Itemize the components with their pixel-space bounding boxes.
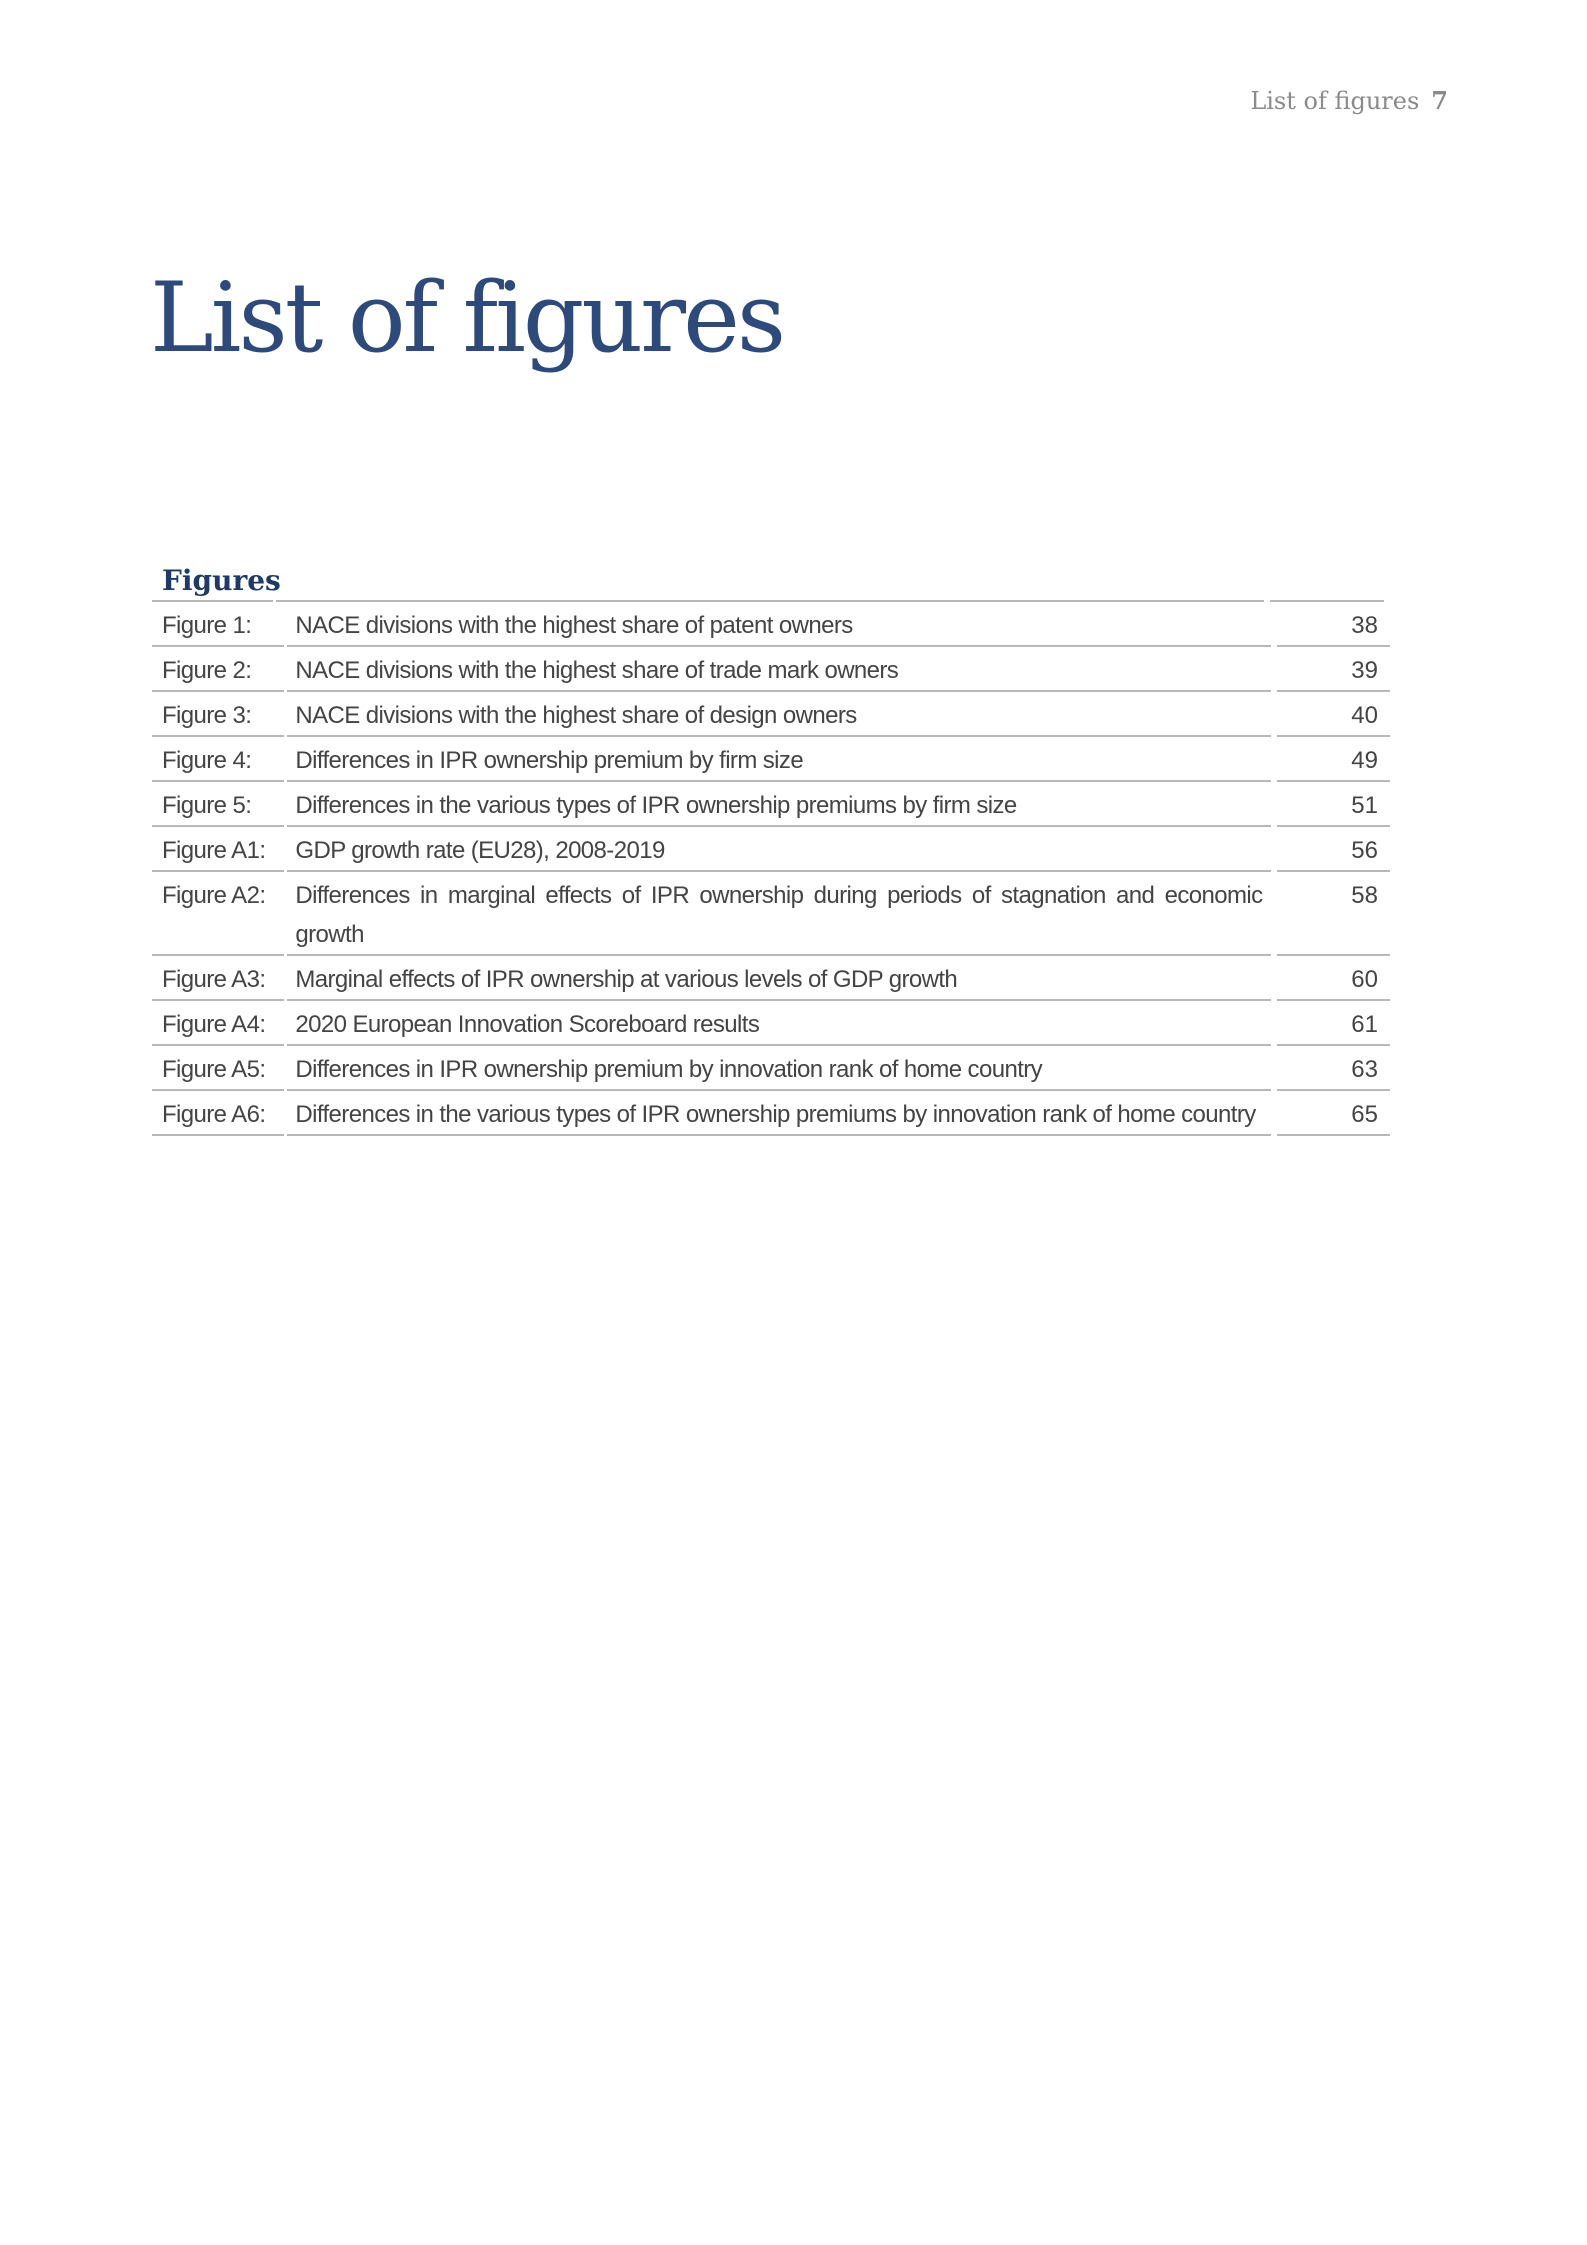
figure-page[interactable]: 49 — [1277, 737, 1390, 782]
table-row[interactable] — [152, 737, 1390, 782]
figures-heading-row — [152, 560, 1390, 602]
figure-page[interactable]: 63 — [1277, 1046, 1390, 1091]
page-number: 7 — [1431, 86, 1448, 115]
table-row[interactable] — [152, 1001, 1390, 1046]
figure-page[interactable]: 39 — [1277, 647, 1390, 692]
figure-label: Figure 5: — [152, 782, 284, 827]
figure-title[interactable]: Marginal effects of IPR ownership at various levels of GDP growth — [287, 956, 1270, 1001]
table-row[interactable] — [152, 827, 1390, 872]
table-row[interactable] — [152, 956, 1390, 1001]
figure-label: Figure A3: — [152, 956, 284, 1001]
figure-label: Figure A2: — [152, 872, 284, 956]
figures-table — [152, 560, 1390, 1136]
figure-label: Figure 2: — [152, 647, 284, 692]
figure-page[interactable]: 65 — [1277, 1091, 1390, 1136]
figure-title[interactable]: Differences in IPR ownership premium by firm size — [287, 737, 1270, 782]
figure-label: Figure 1: — [152, 602, 284, 647]
figure-title[interactable]: Differences in IPR ownership premium by innovation rank of home country — [287, 1046, 1270, 1091]
figures-heading: Figures — [152, 560, 273, 602]
figure-title[interactable]: GDP growth rate (EU28), 2008-2019 — [287, 827, 1270, 872]
figure-label: Figure A6: — [152, 1091, 284, 1136]
figure-title[interactable]: NACE divisions with the highest share of trade mark owners — [287, 647, 1270, 692]
page-title: List of figures — [150, 262, 784, 374]
table-row[interactable] — [152, 692, 1390, 737]
table-row[interactable] — [152, 872, 1390, 956]
figure-page[interactable]: 51 — [1277, 782, 1390, 827]
figure-page[interactable]: 56 — [1277, 827, 1390, 872]
figure-label: Figure 4: — [152, 737, 284, 782]
figure-label: Figure A5: — [152, 1046, 284, 1091]
running-header-section: List of figures — [1250, 87, 1420, 115]
figure-title[interactable]: NACE divisions with the highest share of patent owners — [287, 602, 1270, 647]
figure-label: Figure A1: — [152, 827, 284, 872]
figure-title[interactable]: Differences in marginal effects of IPR ownership during periods of stagnation and economic growth — [287, 872, 1270, 956]
figure-label: Figure 3: — [152, 692, 284, 737]
figure-title[interactable]: 2020 European Innovation Scoreboard results — [287, 1001, 1270, 1046]
running-header — [1250, 86, 1448, 115]
figure-page[interactable]: 61 — [1277, 1001, 1390, 1046]
figure-label: Figure A4: — [152, 1001, 284, 1046]
figure-title[interactable]: Differences in the various types of IPR ownership premiums by innovation rank of home country — [287, 1091, 1270, 1136]
figure-page[interactable]: 38 — [1277, 602, 1390, 647]
figure-page[interactable]: 40 — [1277, 692, 1390, 737]
figure-page[interactable]: 58 — [1277, 872, 1390, 956]
figure-title[interactable]: Differences in the various types of IPR ownership premiums by firm size — [287, 782, 1270, 827]
table-row[interactable] — [152, 602, 1390, 647]
table-row[interactable] — [152, 1046, 1390, 1091]
table-row[interactable] — [152, 1091, 1390, 1136]
figure-title[interactable]: NACE divisions with the highest share of design owners — [287, 692, 1270, 737]
table-row[interactable] — [152, 647, 1390, 692]
table-row[interactable] — [152, 782, 1390, 827]
figure-page[interactable]: 60 — [1277, 956, 1390, 1001]
